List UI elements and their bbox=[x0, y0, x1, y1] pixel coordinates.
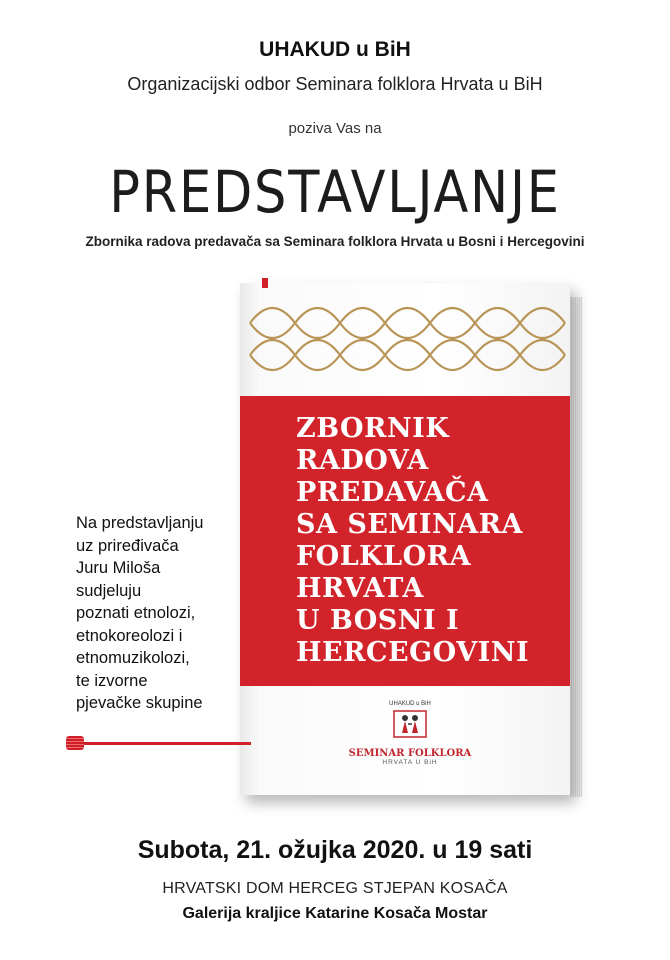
event-venue: HRVATSKI DOM HERCEG STJEPAN KOSAČA bbox=[162, 880, 508, 897]
dancers-icon bbox=[390, 707, 430, 741]
book-cover bbox=[240, 283, 570, 795]
side-description bbox=[76, 512, 246, 715]
logo-top-text: UHAKUD u BiH bbox=[389, 701, 431, 707]
bookmark-ribbon bbox=[76, 742, 251, 745]
organization-title: UHAKUD u BiH bbox=[259, 38, 411, 61]
committee-line: Organizacijski odbor Seminara folklora Hrvata u BiH bbox=[127, 74, 543, 94]
side-line: Juru Miloša bbox=[76, 559, 161, 577]
side-line: etnokoreolozi i bbox=[76, 626, 183, 645]
ribbon-tassel bbox=[66, 736, 84, 750]
seminar-logo bbox=[340, 701, 480, 766]
subheadline: Zbornika radova predavača sa Seminara folklora Hrvata u Bosni i Hercegovini bbox=[85, 234, 585, 249]
book-title-line: ZBORNIK bbox=[296, 413, 450, 444]
side-line: etnomuzikolozi, bbox=[76, 649, 190, 667]
book-title-line: RADOVA bbox=[296, 445, 429, 476]
book-title bbox=[296, 413, 566, 669]
book-pages bbox=[570, 297, 582, 797]
book-title-line: PREDAVAČA bbox=[296, 477, 489, 508]
side-line: uz priređivača bbox=[76, 536, 179, 555]
event-date: Subota, 21. ožujka 2020. u 19 sati bbox=[137, 836, 533, 864]
side-line: sudjeluju bbox=[76, 581, 142, 600]
book-title-line: HERCEGOVINI bbox=[296, 637, 530, 668]
book-title-line: FOLKLORA bbox=[296, 541, 472, 572]
logo-sub-text: HRVATA U BiH bbox=[382, 759, 438, 766]
side-line: Na predstavljanju bbox=[76, 514, 204, 532]
braid-ornament bbox=[240, 293, 570, 393]
invite-line: poziva Vas na bbox=[288, 120, 382, 137]
side-line: pjevačke skupine bbox=[76, 694, 203, 712]
headline: PREDSTAVLJANJE bbox=[109, 158, 561, 226]
side-line: te izvorne bbox=[76, 671, 148, 690]
side-line: poznati etnolozi, bbox=[76, 604, 196, 622]
book-title-line: SA SEMINARA bbox=[296, 509, 523, 540]
logo-main-text: SEMINAR FOLKLORA bbox=[348, 748, 472, 759]
book-title-line: U BOSNI I bbox=[296, 605, 460, 636]
bookmark-ribbon-top bbox=[262, 278, 268, 288]
event-gallery: Galerija kraljice Katarine Kosača Mostar bbox=[182, 905, 488, 922]
book-cover-image bbox=[240, 283, 582, 808]
book-title-line: HRVATA bbox=[296, 573, 424, 604]
